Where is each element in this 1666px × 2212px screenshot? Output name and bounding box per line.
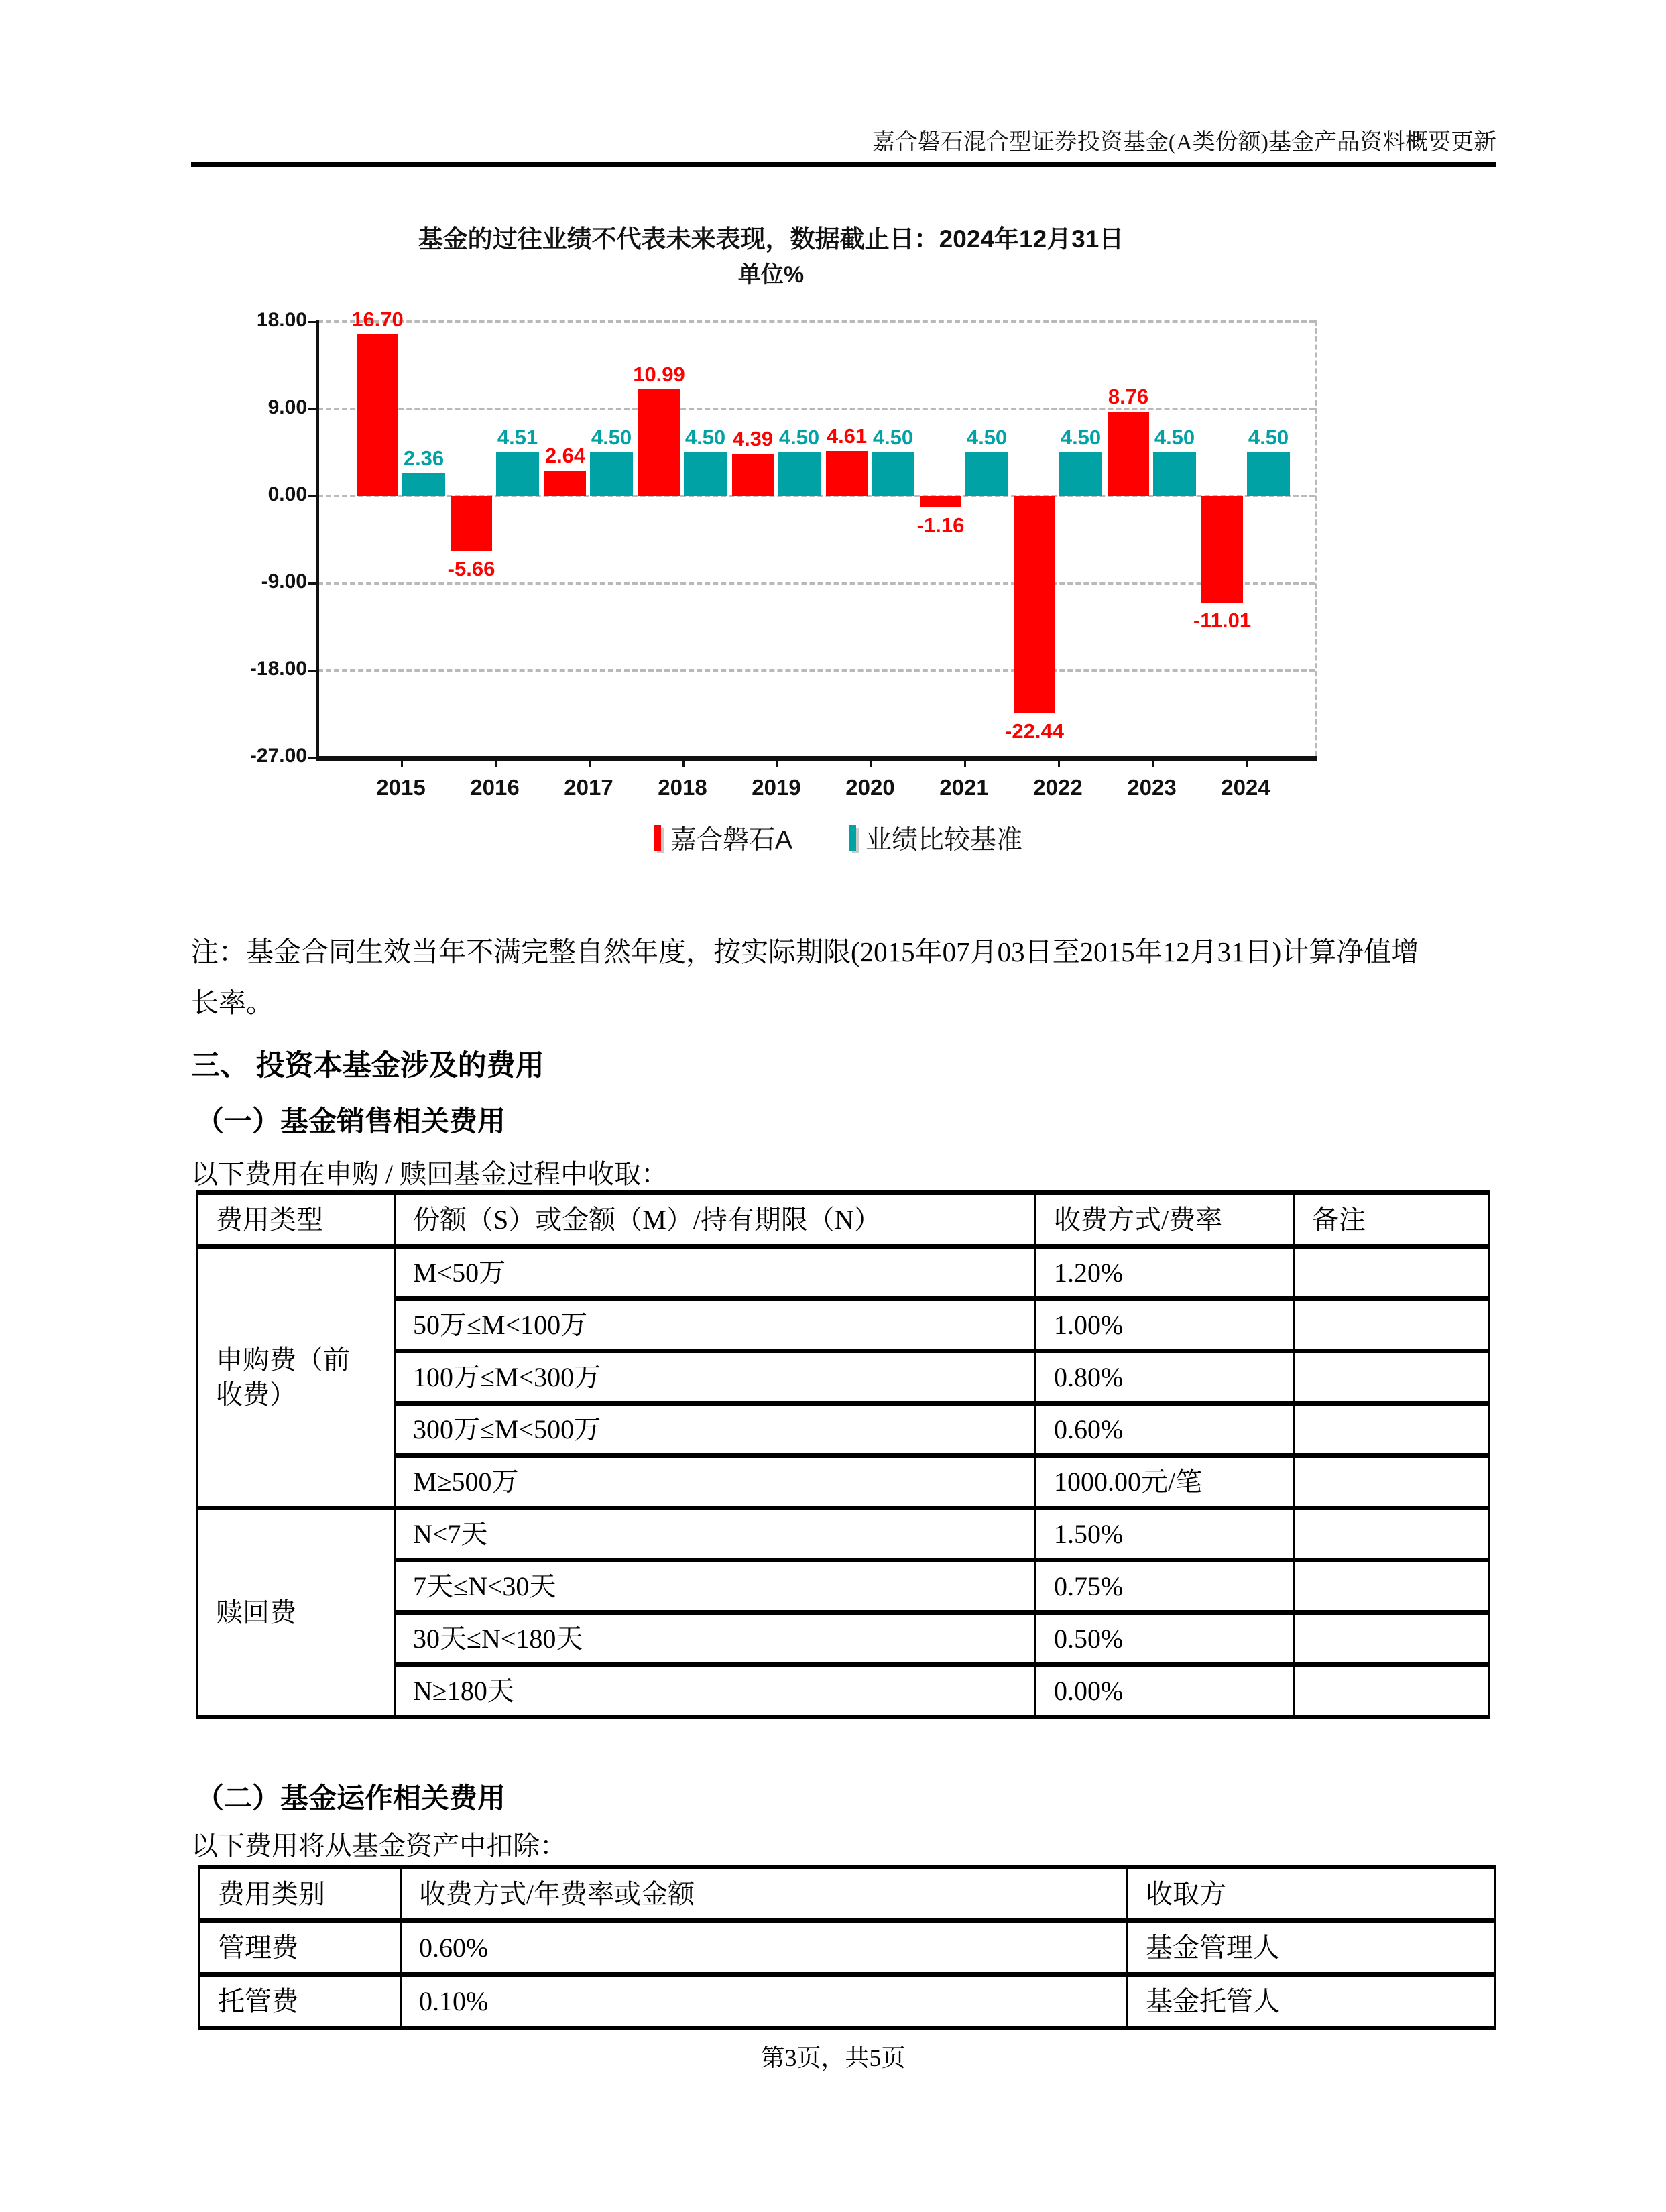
remark-cell <box>1294 1665 1490 1717</box>
col-header-amount: 份额（S）或金额（M）/持有期限（N） <box>395 1193 1036 1247</box>
bar-fund-2019 <box>732 454 774 496</box>
bar-label-benchmark-2022: 4.50 <box>1060 426 1102 449</box>
plot-right-border <box>1315 320 1317 756</box>
condition-cell: 300万≤M<500万 <box>395 1404 1036 1456</box>
y-axis-label: 18.00 <box>256 309 307 331</box>
bar-benchmark-2022 <box>1059 452 1102 496</box>
gridline <box>318 582 1315 585</box>
rate-cell: 0.10% <box>401 1975 1128 2028</box>
condition-cell: 7天≤N<30天 <box>395 1560 1036 1613</box>
bar-label-benchmark-2019: 4.50 <box>778 426 820 449</box>
legend-item-fund <box>654 819 792 857</box>
bar-benchmark-2023 <box>1153 452 1196 496</box>
remark-cell <box>1294 1247 1490 1299</box>
chart-title: 基金的过往业绩不代表未来表现，数据截止日：2024年12月31日 <box>418 225 1124 253</box>
remark-cell <box>1294 1508 1490 1560</box>
rate-cell: 1.50% <box>1036 1508 1294 1560</box>
section-heading-fees: 三、 投资本基金涉及的费用 <box>191 1050 544 1082</box>
bar-label-benchmark-2021: 4.50 <box>966 426 1008 449</box>
subsection-heading-sales-fees: （一）基金销售相关费用 <box>196 1107 506 1138</box>
bar-label-fund-2015: 16.70 <box>351 307 404 331</box>
rate-cell: 0.50% <box>1036 1613 1294 1665</box>
receiver-cell: 基金管理人 <box>1128 1921 1495 1975</box>
bar-label-fund-2018: 10.99 <box>633 363 685 387</box>
x-axis-label: 2019 <box>752 775 801 800</box>
bar-fund-2017 <box>544 471 586 496</box>
x-axis-label: 2016 <box>470 775 520 800</box>
bar-label-benchmark-2024: 4.50 <box>1248 426 1289 449</box>
bar-fund-2020 <box>826 451 868 496</box>
col-header-rate-amount: 收费方式/年费率或金额 <box>401 1867 1128 1921</box>
rate-cell: 0.60% <box>1036 1404 1294 1456</box>
col-header-remark: 备注 <box>1294 1193 1490 1247</box>
chart-unit-label: 单位% <box>737 262 805 288</box>
bar-fund-2015 <box>357 334 398 496</box>
bar-benchmark-2020 <box>872 452 914 496</box>
sales-fee-table <box>196 1190 1490 1719</box>
condition-cell: 50万≤M<100万 <box>395 1299 1036 1351</box>
bar-label-fund-2024: -11.01 <box>1193 609 1252 632</box>
bar-fund-2022 <box>1014 496 1055 713</box>
bar-fund-2024 <box>1201 496 1243 603</box>
operation-fee-table <box>198 1865 1496 2030</box>
x-axis-label: 2017 <box>564 775 613 800</box>
remark-cell <box>1294 1404 1490 1456</box>
x-axis-label: 2020 <box>845 775 895 800</box>
bar-label-benchmark-2016: 4.51 <box>497 425 538 449</box>
y-axis-label: 0.00 <box>267 483 307 505</box>
bar-label-fund-2019: 4.39 <box>732 426 774 450</box>
gridline <box>318 669 1315 672</box>
receiver-cell: 基金托管人 <box>1128 1975 1495 2028</box>
fee-type-cell: 托管费 <box>200 1975 401 2028</box>
legend-label-benchmark: 业绩比较基准 <box>866 826 1023 855</box>
bar-label-fund-2020: 4.61 <box>826 424 868 448</box>
condition-cell: 30天≤N<180天 <box>395 1613 1036 1665</box>
col-header-fee-type: 费用类型 <box>198 1193 395 1247</box>
condition-cell: M<50万 <box>395 1247 1036 1299</box>
bar-label-benchmark-2015: 2.36 <box>403 446 444 470</box>
fee-type-cell: 管理费 <box>200 1921 401 1975</box>
condition-cell: N<7天 <box>395 1508 1036 1560</box>
bar-label-fund-2017: 2.64 <box>544 443 586 467</box>
y-axis-label: 9.00 <box>267 396 307 418</box>
y-axis-line <box>316 320 319 761</box>
bar-benchmark-2019 <box>778 452 821 496</box>
remark-cell <box>1294 1456 1490 1508</box>
bar-fund-2023 <box>1108 412 1149 497</box>
x-axis-label: 2018 <box>658 775 707 800</box>
bar-label-benchmark-2018: 4.50 <box>685 426 726 449</box>
x-axis-label: 2023 <box>1127 775 1177 800</box>
bar-label-fund-2021: -1.16 <box>916 513 965 537</box>
col-header-rate: 收费方式/费率 <box>1036 1193 1294 1247</box>
x-axis-label: 2015 <box>376 775 426 800</box>
bar-label-benchmark-2017: 4.50 <box>591 426 632 449</box>
col-header-fee-category: 费用类别 <box>200 1867 401 1921</box>
bar-benchmark-2017 <box>590 452 633 496</box>
x-axis-label: 2021 <box>939 775 989 800</box>
bar-label-fund-2023: 8.76 <box>1108 384 1149 408</box>
rate-cell: 0.00% <box>1036 1665 1294 1717</box>
document-header-title: 嘉合磐石混合型证券投资基金(A类份额)基金产品资料概要更新 <box>872 130 1496 155</box>
rate-cell: 1.20% <box>1036 1247 1294 1299</box>
col-header-receiver: 收取方 <box>1128 1867 1495 1921</box>
y-axis-label: -27.00 <box>249 744 307 767</box>
remark-cell <box>1294 1299 1490 1351</box>
subsection-heading-operation-fees: （二）基金运作相关费用 <box>196 1784 506 1815</box>
condition-cell: M≥500万 <box>395 1456 1036 1508</box>
condition-cell: N≥180天 <box>395 1665 1036 1717</box>
x-axis-label: 2024 <box>1221 775 1270 800</box>
x-axis-label: 2022 <box>1033 775 1083 800</box>
bar-benchmark-2024 <box>1247 452 1290 496</box>
bar-label-benchmark-2020: 4.50 <box>872 426 914 449</box>
condition-cell: 100万≤M<300万 <box>395 1351 1036 1404</box>
bar-benchmark-2015 <box>402 473 445 496</box>
bar-benchmark-2018 <box>684 452 727 496</box>
chart-plot-area <box>0 0 1666 871</box>
rate-cell: 0.60% <box>401 1921 1128 1975</box>
legend-label-fund: 嘉合磐石A <box>670 826 792 855</box>
table-row <box>200 1921 1495 1975</box>
bar-label-fund-2022: -22.44 <box>1005 719 1064 743</box>
bar-benchmark-2021 <box>965 452 1008 496</box>
fee-group-redemption: 赎回费 <box>198 1508 395 1717</box>
chart-footnote: 注：基金合同生效当年不满完整自然年度，按实际期限(2015年07月03日至2015年12月31日)计算净值增长率。 <box>191 936 1419 1018</box>
sales-fees-intro: 以下费用在申购 / 赎回基金过程中收取： <box>191 1159 668 1189</box>
table-row <box>198 1247 1490 1299</box>
legend-item-benchmark <box>849 819 1022 857</box>
rate-cell: 1000.00元/笔 <box>1036 1456 1294 1508</box>
remark-cell <box>1294 1351 1490 1404</box>
rate-cell: 0.80% <box>1036 1351 1294 1404</box>
gridline <box>318 320 1315 323</box>
bar-fund-2016 <box>451 496 492 551</box>
table-row <box>200 1975 1495 2028</box>
fee-group-subscription: 申购费（前收费） <box>198 1247 395 1508</box>
y-axis-label: -18.00 <box>249 657 307 680</box>
legend-marker-fund <box>654 825 661 851</box>
table-header-row <box>198 1193 1490 1247</box>
rate-cell: 0.75% <box>1036 1560 1294 1613</box>
rate-cell: 1.00% <box>1036 1299 1294 1351</box>
bar-label-benchmark-2023: 4.50 <box>1154 426 1195 449</box>
y-axis-label: -9.00 <box>261 570 307 593</box>
table-header-row <box>200 1867 1495 1921</box>
remark-cell <box>1294 1613 1490 1665</box>
legend-marker-benchmark <box>849 825 856 851</box>
remark-cell <box>1294 1560 1490 1613</box>
page-number: 第3页，共5页 <box>760 2044 906 2071</box>
chart-legend <box>268 819 1408 857</box>
bar-label-fund-2016: -5.66 <box>447 556 495 580</box>
operation-fees-intro: 以下费用将从基金资产中扣除： <box>191 1831 567 1861</box>
table-row <box>198 1508 1490 1560</box>
x-axis-line <box>316 756 1317 761</box>
bar-fund-2021 <box>920 496 961 507</box>
